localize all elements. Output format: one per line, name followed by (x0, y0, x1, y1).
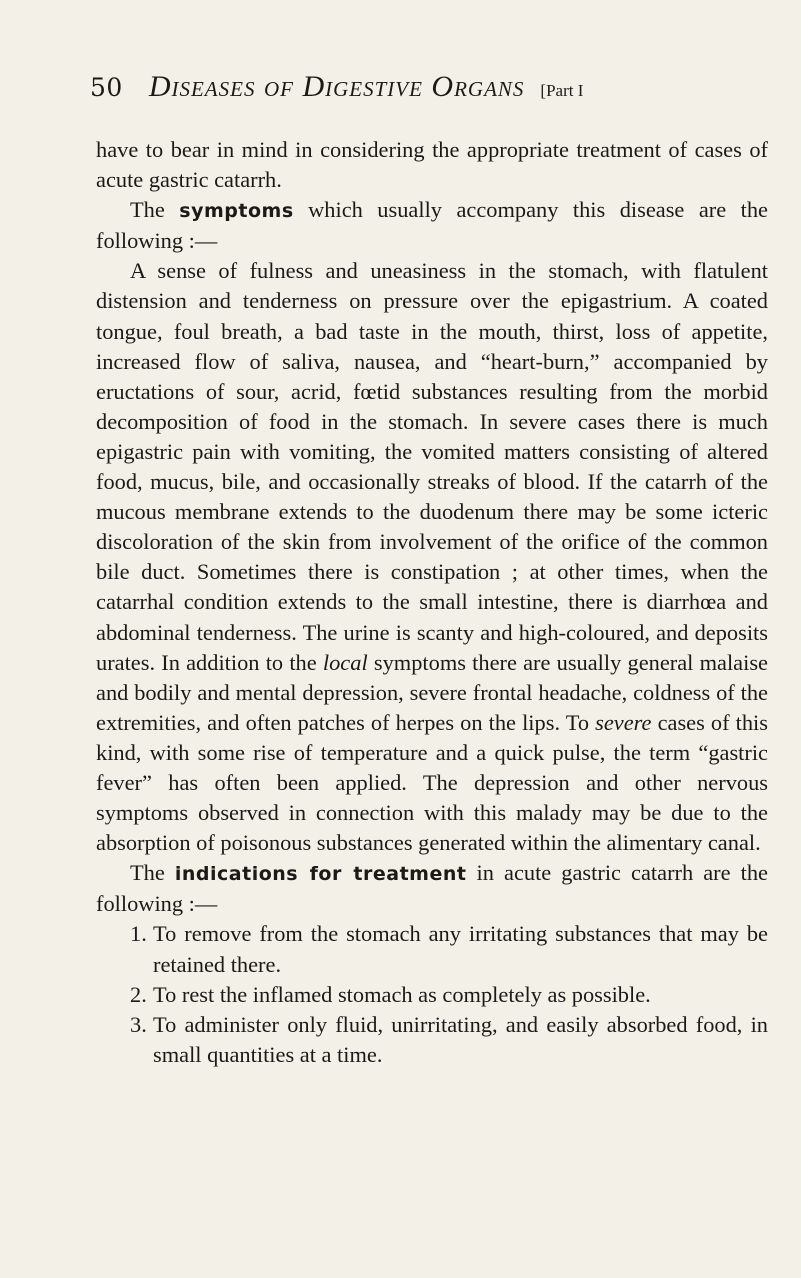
list-item (96, 919, 768, 979)
page-number: 50 (90, 73, 123, 102)
running-title: Diseases of Digestive Organs (148, 70, 525, 103)
page-header (90, 70, 770, 106)
text-run: The (130, 197, 180, 223)
italic-term-local: local (322, 649, 368, 675)
bold-term-symptoms: symptoms (179, 200, 294, 223)
list-item (96, 980, 768, 1010)
list-item-number: 1. (130, 921, 147, 947)
list-item-text: To rest the inflamed stomach as completely as possible. (153, 981, 651, 1007)
text-run: cases of this kind, with some rise of temperature and a quick pulse, the term “gastric fever” has often been applied. The depression and other nervous symptoms observed in connection with this malady may be due to the absorption of poisonous substances generated within the alimentary canal. (96, 709, 768, 856)
list-item-text: To remove from the stomach any irritating substances that may be retained there. (153, 921, 768, 977)
italic-term-severe: severe (595, 709, 652, 735)
text-run: A sense of fulness and uneasiness in the stomach, with flatulent distension and tenderness on pressure over the epigastrium. A coated tongue, foul breath, a bad taste in the mouth, thirst, loss of appetite, increased flow of saliva, nausea, and “heart-burn,” accompanied by eructations of sour, acrid, fœtid substances resulting from the morbid decomposition of food in the stomach. In severe cases there is much epigastric pain with vomiting, the vomited matters consisting of altered food, mucus, bile, and occasionally streaks of blood. If the catarrh of the mucous membrane extends to the duodenum there may be some icteric discoloration of the skin from involvement of the orifice of the common bile duct. Sometimes there is constipation ; at other times, when the catarrhal condition extends to the small intestine, there is diarrhœa and abdominal tenderness. The urine is scanty and high-coloured, and deposits urates. In addition to the (96, 258, 768, 675)
list-item (96, 1010, 768, 1070)
list-item-number: 3. (130, 1011, 147, 1037)
paragraph-symptoms-intro (96, 195, 768, 256)
body-text (96, 135, 768, 1070)
paragraph-continuation: have to bear in mind in considering the appropriate treatment of cases of acute gastric catarrh. (96, 137, 768, 193)
paragraph-indications-intro (96, 858, 768, 919)
list-item-text: To administer only fluid, unirritating, and easily absorbed food, in small quantities at a time. (153, 1011, 768, 1067)
text-run: which usually accompany this disease are the following :— (96, 197, 768, 254)
text-run: in acute gastric catarrh are the following :— (96, 860, 768, 917)
indications-list (96, 919, 768, 1069)
part-label: [Part I (540, 81, 584, 100)
paragraph-symptoms-description (96, 256, 768, 858)
bold-term-indications: indications for treatment (174, 863, 467, 886)
text-run: symptoms there are usually general malaise and bodily and mental depression, severe frontal headache, coldness of the extremities, and often patches of herpes on the lips. To (96, 649, 768, 735)
text-run: The (130, 860, 175, 886)
list-item-number: 2. (130, 981, 147, 1007)
